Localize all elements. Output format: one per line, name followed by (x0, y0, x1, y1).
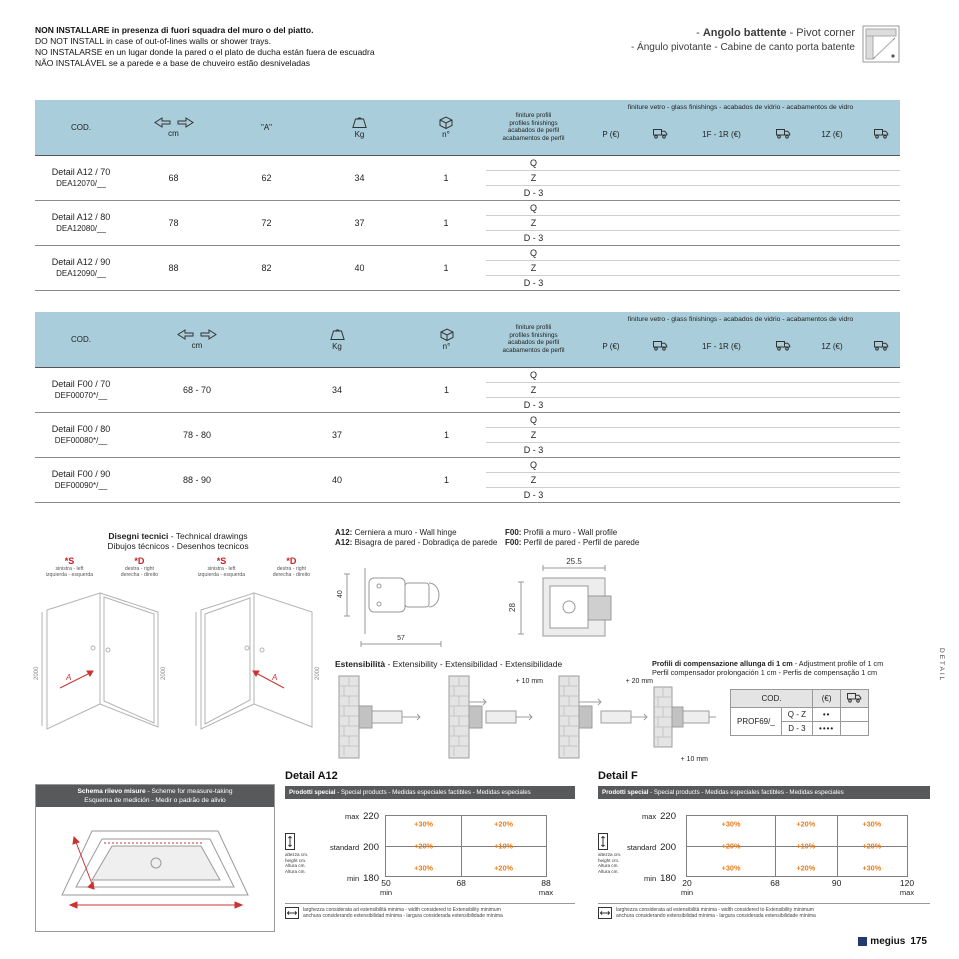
col-header-cod: COD. (35, 312, 127, 367)
svg-text:2000: 2000 (315, 666, 321, 680)
drawing-left-version: *S sinistra - left izquierda - esquerda *D destra - right derecha - direito A 2000 2000 (32, 556, 172, 753)
col-header-cod: COD. (35, 100, 127, 155)
height-axis-label: altezza cm. height cm. Altura cm. Altura cm. (598, 833, 626, 874)
special-products-header: Prodotti special - Special products - Medidas especiales factibles - Medidas especiales (598, 786, 930, 799)
col-header-p: P (€) (581, 115, 641, 155)
wall-profile-diagram (652, 685, 718, 749)
package-icon (440, 328, 454, 341)
x-label: 20 min (680, 878, 694, 897)
cm-value: 78 (127, 200, 220, 245)
col-header-1f1r: 1F - 1R (€) (679, 115, 764, 155)
finish-code: D - 3 (486, 275, 581, 290)
table-detail-f00 (35, 312, 900, 503)
comp-col-cod: COD. (731, 690, 813, 708)
x-label: 68 (770, 878, 780, 888)
extensibility-diagram-2 (445, 672, 543, 764)
size-grid: +30% +20% +30% +20% +10% +20% +30% +20% +30% 20 min 68 90 120 max (686, 815, 908, 877)
col-header-kg: Kg (267, 312, 407, 367)
col-header-kg: Kg (313, 100, 406, 155)
special-products-header: Prodotti special - Special products - Medidas especiales factibles - Medidas especiales (285, 786, 575, 799)
comp-finish: D - 3 (781, 722, 812, 736)
finish-code: Z (486, 170, 581, 185)
chart-footnote: larghezza considerata ad estensibilità minima - width considered to Extensibility minimum anchura considerando extensibilidad mínima - largura considerada extensibilidade mínima (598, 903, 930, 919)
package-icon (439, 116, 453, 129)
comp-finish: Q - Z (781, 708, 812, 722)
truck-col (641, 115, 679, 155)
kg-value: 34 (267, 367, 407, 412)
width-arrows-icon (177, 329, 217, 340)
col-header-cm: cm (127, 312, 267, 367)
drawing-right-version: *S sinistra - left izquierda - esquerda *D destra - right derecha - direito A 2000 (184, 556, 324, 753)
kg-value: 34 (313, 155, 406, 200)
qty-value: 1 (407, 457, 486, 502)
measure-scheme-box (35, 784, 275, 932)
truck-col (764, 115, 802, 155)
title-dash: - (696, 27, 703, 39)
y-label-standard: standard 200 (626, 842, 676, 853)
col-header-a: "A" (220, 100, 313, 155)
compensation-diagram (652, 685, 718, 761)
x-label: 88 max (538, 878, 554, 897)
cm-value: 68 - 70 (127, 367, 267, 412)
finish-code: Z (486, 260, 581, 275)
y-label-max: max 220 (641, 811, 676, 822)
cm-value: 68 (127, 155, 220, 200)
finish-code: Z (486, 215, 581, 230)
truck-col (764, 327, 802, 367)
door-height-icon (598, 833, 608, 850)
col-header-1z: 1Z (€) (802, 115, 862, 155)
qty-value: 1 (406, 245, 486, 290)
title-english: - Pivot corner (786, 27, 855, 39)
svg-text:2000: 2000 (34, 666, 40, 680)
col-header-1f1r: 1F - 1R (€) (679, 327, 764, 367)
technical-drawings-section: Disegni tecnici - Technical drawings Dibujos técnicos - Desenhos tecnicos *S sinistra - left izquierda - esquerda *D destra - right derecha - direito A 2000 2000 *S sinistra - left izquierda - esquerda *D destra - right derecha - direito A 2000 (28, 531, 328, 753)
svg-text:2000: 2000 (161, 666, 167, 680)
col-header-profiles: finiture profili profiles finishings acabados de perfil acabamentos de perfil (486, 100, 581, 155)
door-width-icon (285, 907, 299, 919)
qty-value: 1 (407, 367, 486, 412)
a-value: 72 (220, 200, 313, 245)
compensation-section: Profili di compensazione allunga di 1 cm - Adjustment profile of 1 cm Perfil compensador prolongación 1 cm - Perfis de compensação 1 cm + 10 mm COD. (€) PROF69/_ Q - Z •• D - 3 •••• (652, 659, 884, 763)
price-dots: •••• (813, 722, 841, 736)
finish-code: Z (486, 382, 581, 397)
product-cell: Detail A12 / 70 DEA12070/__ (35, 155, 127, 200)
col-header-p: P (€) (581, 327, 641, 367)
extension-label: + 20 mm (625, 678, 653, 685)
megius-logo (858, 937, 867, 946)
shower-axonometric-drawing (32, 580, 170, 748)
wall-profile-drawing (505, 554, 625, 654)
finish-code: Q (486, 245, 581, 260)
y-label-min: min 180 (644, 873, 676, 884)
weight-icon (329, 327, 346, 341)
wall-hinge-drawing (335, 554, 455, 654)
a-value: 82 (220, 245, 313, 290)
qty-value: 1 (407, 412, 486, 457)
finish-code: Q (486, 155, 581, 170)
extension-label: + 10 mm (680, 756, 708, 763)
kg-value: 37 (313, 200, 406, 245)
warning-line: NÃO INSTALÁVEL se a parede e a base de chuveiro estão desniveladas (35, 58, 310, 68)
extension-label: + 10 mm (515, 678, 543, 685)
svg-text:25.5: 25.5 (566, 557, 582, 566)
svg-text:A: A (66, 673, 72, 682)
measure-scheme-header: Schema rilevo misure - Scheme for measure-taking Esquema de medición - Medir o padrão de alivio (36, 785, 274, 807)
finish-code: D - 3 (486, 185, 581, 200)
kg-value: 37 (267, 412, 407, 457)
finish-code: D - 3 (486, 487, 581, 502)
install-warnings (35, 25, 465, 69)
title-italian: Angolo battente (702, 27, 787, 39)
y-label-min: min 180 (347, 873, 379, 884)
detail-a12-chart: Detail A12 Prodotti special - Special products - Medidas especiales factibles - Medidas especiales altezza cm. height cm. Altura cm. Altura cm. max 220 standard 200 min 180 +30% +20% +20% +10% +30% +20% 50 min 68 88 max larghezza considerata ad estensibilità minima - width considered to Extensibility minimum anchura considerando extensibilidad mínima - largura considerada extensibilidade mínima (285, 770, 575, 931)
side-tab-detail: DETAIL (938, 648, 945, 683)
y-label-max: max 220 (344, 811, 379, 822)
x-label: 68 (456, 878, 466, 888)
compensation-table (730, 689, 869, 736)
kg-value: 40 (313, 245, 406, 290)
finish-code: D - 3 (486, 397, 581, 412)
comp-col-truck (841, 690, 869, 708)
x-label: 90 (831, 878, 842, 888)
cm-value: 88 (127, 245, 220, 290)
col-header-qty: n° (407, 312, 486, 367)
price-dots: •• (813, 708, 841, 722)
qty-value: 1 (406, 155, 486, 200)
brand-name: megius (870, 936, 906, 947)
extensibility-diagram-3 (555, 672, 653, 764)
finish-code: Q (486, 412, 581, 427)
svg-text:40: 40 (337, 590, 344, 598)
a-value: 62 (220, 155, 313, 200)
truck-icon (874, 128, 889, 139)
page-footer (0, 936, 927, 947)
truck-col (862, 327, 900, 367)
shower-tray-drawing (44, 815, 266, 923)
product-cell: Detail A12 / 80 DEA12080/__ (35, 200, 127, 245)
detail-f-chart: Detail F Prodotti special - Special products - Medidas especiales factibles - Medidas especiales altezza cm. height cm. Altura cm. Altura cm. max 220 standard 200 min 180 +30% +20% +30% +20% +10% +20% +30% +20% +30% 20 min 68 90 120 max larghezza considerata ad estensibilità minima - width considered to Extensibility minimum anchura considerando extensibilidad mínima - largura considerada extensibilidade mínima (598, 770, 930, 931)
finish-code: Q (486, 457, 581, 472)
glass-finishes-header: finiture vetro - glass finishings - acabados de vidrio - acabamentos de vidro (581, 312, 900, 327)
finish-code: Z (486, 427, 581, 442)
extensibility-section: Estensibilità - Extensibility - Extensibilidad - Extensibilidade + 10 mm + 20 mm (335, 659, 665, 764)
chart-footnote: larghezza considerata ad estensibilità minima - width considered to Extensibility minimum anchura considerando extensibilidad mínima - largura considerada extensibilidade mínima (285, 903, 575, 919)
pivot-corner-icon (862, 25, 900, 68)
truck-col (862, 115, 900, 155)
finish-code: D - 3 (486, 442, 581, 457)
truck-icon (874, 340, 889, 351)
cm-value: 88 - 90 (127, 457, 267, 502)
wall-profile-section: F00: Profili a muro - Wall profile F00: Perfil de pared - Perfil de parede 25.5 28 (505, 528, 680, 659)
comp-code: PROF69/_ (731, 708, 782, 736)
truck-icon (653, 340, 668, 351)
cm-value: 78 - 80 (127, 412, 267, 457)
finish-code: Z (486, 472, 581, 487)
wall-profile-diagram (555, 672, 653, 762)
comp-col-euro: (€) (813, 690, 841, 708)
col-header-cm: cm (127, 100, 220, 155)
title-line2: - Ángulo pivotante - Cabine de canto porta batente (630, 42, 855, 53)
shower-axonometric-drawing (184, 580, 322, 748)
finish-code: Q (486, 367, 581, 382)
finish-code: Q (486, 200, 581, 215)
door-width-icon (598, 907, 612, 919)
width-arrows-icon (154, 117, 194, 128)
height-axis-label: altezza cm. height cm. Altura cm. Altura cm. (285, 833, 313, 874)
svg-text:28: 28 (508, 603, 517, 612)
col-header-profiles: finiture profili profiles finishings acabados de perfil acabamentos de perfil (486, 312, 581, 367)
page-title (440, 27, 855, 53)
finish-code: D - 3 (486, 230, 581, 245)
warning-line: DO NOT INSTALL in case of out-of-lines walls or shower trays. (35, 36, 272, 46)
warning-line: NO INSTALARSE en un lugar donde la pared o el plato de ducha están fuera de escuadra (35, 47, 375, 57)
truck-col (641, 327, 679, 367)
truck-icon (847, 692, 862, 703)
product-cell: Detail F00 / 80 DEF00080*/__ (35, 412, 127, 457)
page-number: 175 (910, 936, 927, 947)
qty-value: 1 (406, 200, 486, 245)
table-detail-a12 (35, 100, 900, 291)
weight-icon (351, 115, 368, 129)
truck-icon (776, 128, 791, 139)
col-header-1z: 1Z (€) (802, 327, 862, 367)
warning-line: NON INSTALLARE in presenza di fuori squadra del muro o del piatto. (35, 25, 314, 35)
x-label: 50 min (379, 878, 393, 897)
wall-hinge-section: A12: Cerniera a muro - Wall hinge A12: Bisagra de pared - Dobradiça de parede 40 57 (335, 528, 500, 659)
door-height-icon (285, 833, 295, 850)
product-cell: Detail F00 / 90 DEF00090*/__ (35, 457, 127, 502)
size-grid: +30% +20% +20% +10% +30% +20% 50 min 68 88 max (385, 815, 547, 877)
extensibility-diagram-1 (335, 672, 433, 764)
y-label-standard: standard 200 (329, 842, 379, 853)
svg-text:57: 57 (397, 635, 405, 642)
kg-value: 40 (267, 457, 407, 502)
wall-profile-diagram (335, 672, 433, 762)
wall-profile-diagram (445, 672, 543, 762)
glass-finishes-header: finiture vetro - glass finishings - acabados de vidrio - acabamentos de vidro (581, 100, 900, 115)
product-cell: Detail A12 / 90 DEA12090/__ (35, 245, 127, 290)
x-label: 120 max (899, 878, 915, 897)
col-header-qty: n° (406, 100, 486, 155)
truck-icon (776, 340, 791, 351)
product-cell: Detail F00 / 70 DEF00070*/__ (35, 367, 127, 412)
svg-text:A: A (272, 673, 278, 682)
truck-icon (653, 128, 668, 139)
